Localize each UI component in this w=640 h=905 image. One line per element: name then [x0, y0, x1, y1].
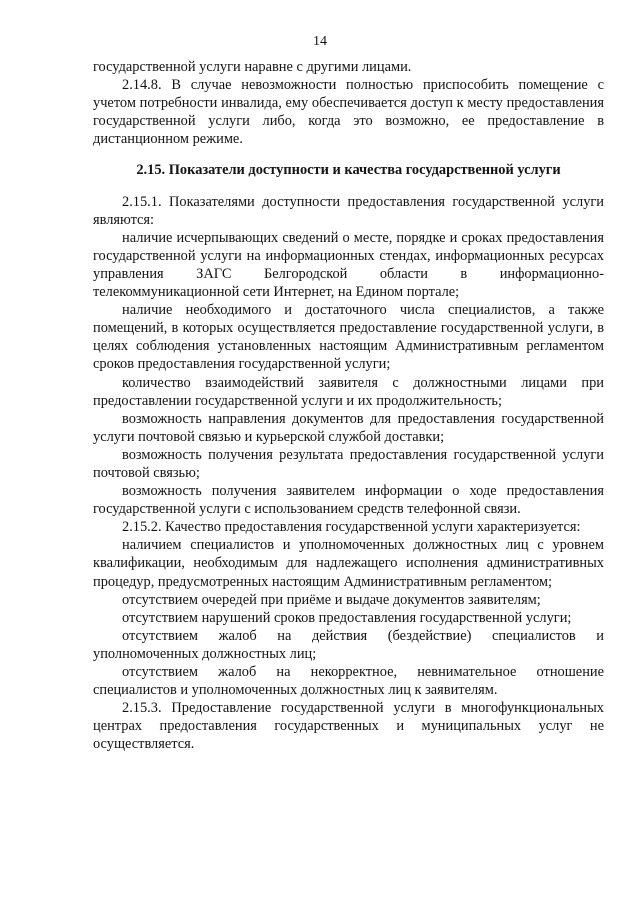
- page-number: 14: [313, 34, 327, 49]
- paragraph-2-15-1: 2.15.1. Показателями доступности предоставления государственной услуги являются:: [93, 193, 604, 228]
- list-item-no-delays: отсутствием нарушений сроков предоставления государственной услуги;: [122, 609, 572, 626]
- spacer: [93, 148, 604, 161]
- section-heading-2-15: 2.15. Показатели доступности и качества государственной услуги: [136, 162, 561, 179]
- list-item-no-complaints-actions: отсутствием жалоб на действия (бездействие) специалистов и уполномоченных должностных лиц;: [93, 627, 604, 662]
- spacer: [93, 180, 604, 193]
- list-item-interactions: количество взаимодействий заявителя с должностными лицами при предоставлении государственной услуги и их продолжительность;: [93, 374, 604, 409]
- paragraph-2-15-2: 2.15.2. Качество предоставления государственной услуги характеризуется:: [122, 519, 581, 536]
- list-item-no-queues: отсутствием очередей при приёме и выдаче документов заявителям;: [122, 591, 541, 608]
- list-item-information: наличие исчерпывающих сведений о месте, порядке и сроках предоставления государственной услуги на информационных стендах, информационных ресурсах управления ЗАГС Белгородской области в информационно-телекоммуникационной сети Интернет, на Едином портале;: [93, 229, 604, 301]
- list-item-mail-documents: возможность направления документов для предоставления государственной услуги почтовой связью и курьерской службой доставки;: [93, 410, 604, 445]
- body-text: [93, 58, 604, 753]
- list-item-no-complaints-attitude: отсутствием жалоб на некорректное, невнимательное отношение специалистов и уполномоченных должностных лиц к заявителям.: [93, 664, 604, 699]
- paragraph-2-15-3: 2.15.3. Предоставление государственной услуги в многофункциональных центрах предоставления государственных и муниципальных услуг не осуществляется.: [93, 700, 604, 753]
- list-item-phone-info: возможность получения заявителем информации о ходе предоставления государственной услуги с использованием средств телефонной связи.: [93, 483, 604, 518]
- paragraph-2-14-8: 2.14.8. В случае невозможности полностью приспособить помещение с учетом потребности инвалида, ему обеспечивается доступ к месту предоставления государственной услуги либо, когда это возможно, ее предоставление в дистанционном режиме.: [93, 77, 604, 148]
- list-item-mail-result: возможность получения результата предоставления государственной услуги почтовой связью;: [93, 446, 604, 481]
- list-item-qualification: наличием специалистов и уполномоченных должностных лиц с уровнем квалификации, необходимым для надлежащего исполнения административных процедур, предусмотренных настоящим Административным регламентом;: [93, 537, 604, 590]
- list-item-specialists: наличие необходимого и достаточного числа специалистов, а также помещений, в которых осуществляется предоставление государственной услуги, в целях соблюдения установленных настоящим Административным регламентом сроков предоставления государственной услуги;: [93, 302, 604, 373]
- paragraph-continuation: государственной услуги наравне с другими лицами.: [93, 59, 412, 75]
